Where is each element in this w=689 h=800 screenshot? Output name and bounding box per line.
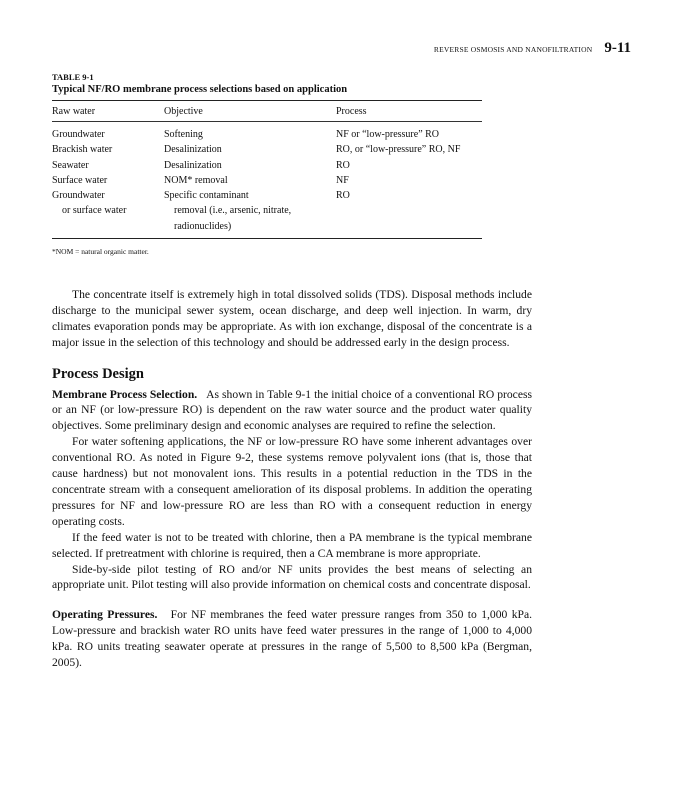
table-cell: Softening [164,129,203,140]
paragraph: Operating Pressures. For NF membranes the feed water pressure ranges from 350 to 1,000 kPa. Low-pressure and brackish water RO units have feed water pressures in the range of 1,000 to 4,000 kPa. RO units treating seawater operate at pressures in the range of 5,500 to 8,500 kPa (Bergman, 2005). [52,608,532,670]
table-cell: Specific contaminant removal (i.e., arsenic, nitrate, radionuclides) [164,190,292,232]
table-header-row [52,101,482,121]
running-head [434,40,631,57]
table-bottom-rule [52,238,482,239]
table-cell: NOM* removal [164,174,228,186]
paragraph: If the feed water is not to be treated with chlorine, then a PA membrane is the typical membrane selected. If pretreatment with chlorine is required, then a CA membrane is more appropriate. [52,530,532,560]
table-row [52,158,482,173]
table-cell: NF or “low-pressure” RO [336,129,440,140]
table-label: TABLE 9-1 [52,72,94,82]
table-cell: RO [336,159,350,171]
paragraph: For water softening applications, the NF or low-pressure RO have some inherent advantages over conventional RO. As noted in Figure 9-2, these systems remove polyvalent ions (that is, those that cause hardness) but not monovalent ions. This results in a potential reduction in the TDS in the concentrate stream with a consequent amelioration of its disposal problems. In addition the operating pressures for NF and low-pressure RO are less than RO with a consequent reduction in energy operating costs. [52,435,532,528]
table-cell: Groundwater or surface water [52,190,127,217]
table-cell: Surface water [52,174,108,186]
paragraph: Side-by-side pilot testing of RO and/or NF units provides the best means of selecting an appropriate unit. Pilot testing will also provide information on chemical costs and concentrate disposal. [52,562,532,592]
table-row [52,142,482,157]
column-header: Raw water [52,105,96,117]
table-row [52,127,482,142]
table-cell: RO [336,190,350,202]
page-number: 9-11 [604,40,631,56]
running-head-title: REVERSE OSMOSIS AND NANOFILTRATION [433,45,593,54]
paragraph: Membrane Process Selection. As shown in Table 9-1 the initial choice of a conventional RO process or an NF (or low-pressure RO) is dependent on the raw water source and the product water quality objectives. Some preliminary design and economic analyses are required to refine the selection. [52,387,532,433]
paragraph: The concentrate itself is extremely high in total dissolved solids (TDS). Disposal methods include discharge to the municipal sewer system, ocean discharge, and deep well injection. In warm, dry climates evaporation ponds may be appropriate. As with ion exchange, disposal of the concentrate is a major issue in the selection of this technology and should be addressed early in the design process. [52,288,532,349]
table-cell: RO, or “low-pressure” RO, NF [336,144,461,156]
table-cell: Seawater [52,159,89,171]
table-9-1 [52,72,482,256]
table-row [52,188,482,234]
table-cell: Desalinization [164,144,222,156]
table-row [52,173,482,188]
table-footnote: *NOM = natural organic matter. [52,247,149,257]
run-in-heading: Membrane Process Selection. [52,387,198,401]
table-title: Typical NF/RO membrane process selections based on application [52,84,348,95]
table-cell: NF [336,174,349,186]
table-cell: Brackish water [52,144,113,156]
body-text [52,287,532,671]
table-cell: Desalinization [164,159,222,171]
column-header: Process [336,105,367,117]
run-in-heading: Operating Pressures. [52,608,158,622]
column-header: Objective [164,105,203,117]
table-cell: Groundwater [52,129,105,140]
table-body [52,122,482,238]
section-heading: Process Design [52,365,144,382]
